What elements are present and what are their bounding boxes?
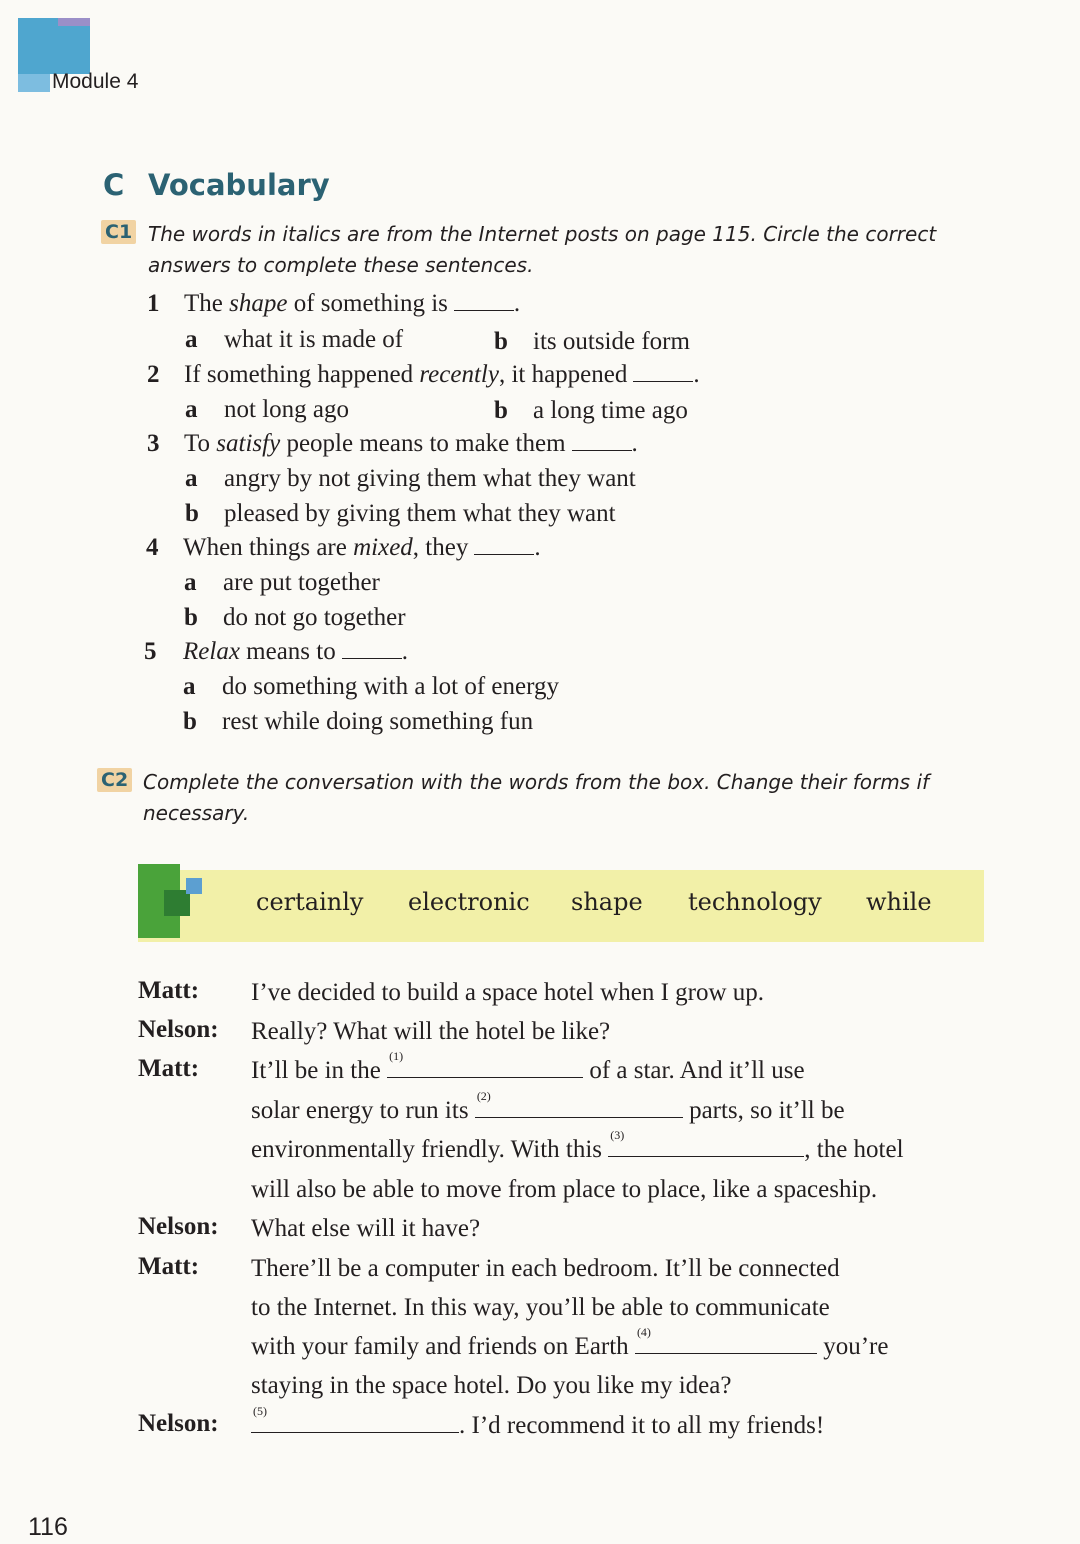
answer-blank[interactable] xyxy=(633,363,693,382)
speaker-matt: Matt: xyxy=(138,1253,200,1280)
question-number: 3 xyxy=(147,430,160,457)
question-number: 4 xyxy=(146,534,159,561)
word-box-item: while xyxy=(866,888,932,916)
speaker-nelson: Nelson: xyxy=(138,1213,219,1240)
dialogue-line: There’ll be a computer in each bedroom. It’ll be connected xyxy=(251,1255,840,1282)
dialogue-line: environmentally friendly. With this (3) , the hotel xyxy=(251,1128,904,1163)
page-number: 116 xyxy=(28,1513,68,1541)
question-number: 2 xyxy=(147,361,160,388)
answer-blank[interactable] xyxy=(454,292,514,311)
dialogue-line: (5) . I’d recommend it to all my friends! xyxy=(253,1404,825,1439)
word-box-item: certainly xyxy=(256,888,364,916)
word-box xyxy=(138,870,984,942)
exercise-badge-c1: C1 xyxy=(101,220,136,244)
speaker-nelson: Nelson: xyxy=(138,1410,219,1437)
gap-5[interactable]: (5) xyxy=(251,1412,459,1433)
question-number: 1 xyxy=(147,290,160,317)
dialogue-line: I’ve decided to build a space hotel when I grow up. xyxy=(251,979,765,1006)
answer-blank[interactable] xyxy=(572,432,632,451)
answer-blank[interactable] xyxy=(342,640,402,659)
speaker-matt: Matt: xyxy=(138,977,200,1004)
question-number: 5 xyxy=(144,638,157,665)
word-box-item: electronic xyxy=(408,888,530,916)
dialogue-line: to the Internet. In this way, you’ll be able to communicate xyxy=(251,1294,830,1321)
speaker-matt: Matt: xyxy=(138,1055,200,1082)
exercise-badge-c2: C2 xyxy=(97,768,132,792)
speaker-nelson: Nelson: xyxy=(138,1016,219,1043)
dialogue-line: staying in the space hotel. Do you like my idea? xyxy=(251,1372,732,1399)
dialogue-line: What else will it have? xyxy=(251,1215,481,1242)
word-box-item: shape xyxy=(571,888,643,916)
dialogue-line: will also be able to move from place to place, like a spaceship. xyxy=(251,1176,878,1203)
gap-1[interactable]: (1) xyxy=(387,1057,583,1078)
gap-4[interactable]: (4) xyxy=(635,1333,817,1354)
dialogue-line: solar energy to run its (2) parts, so it’ll be xyxy=(251,1089,845,1124)
c1-instruction-line2: answers to complete these sentences. xyxy=(148,253,534,277)
dialogue-line: Really? What will the hotel be like? xyxy=(251,1018,611,1045)
c2-instruction-line1: Complete the conversation with the words from the box. Change their forms if xyxy=(143,770,930,794)
c2-instruction-line2: necessary. xyxy=(143,801,250,825)
word-box-item: technology xyxy=(688,888,822,916)
answer-blank[interactable] xyxy=(474,536,534,555)
c1-instruction-line1: The words in italics are from the Internet posts on page 115. Circle the correct xyxy=(148,222,937,246)
section-title: Vocabulary xyxy=(148,168,330,202)
dialogue-line: It’ll be in the (1) of a star. And it’ll use xyxy=(251,1049,805,1084)
dialogue-line: with your family and friends on Earth (4) you’re xyxy=(251,1325,889,1360)
module-label: Module 4 xyxy=(52,70,139,93)
gap-2[interactable]: (2) xyxy=(475,1097,683,1118)
section-letter: C xyxy=(103,168,125,202)
gap-3[interactable]: (3) xyxy=(608,1136,804,1157)
